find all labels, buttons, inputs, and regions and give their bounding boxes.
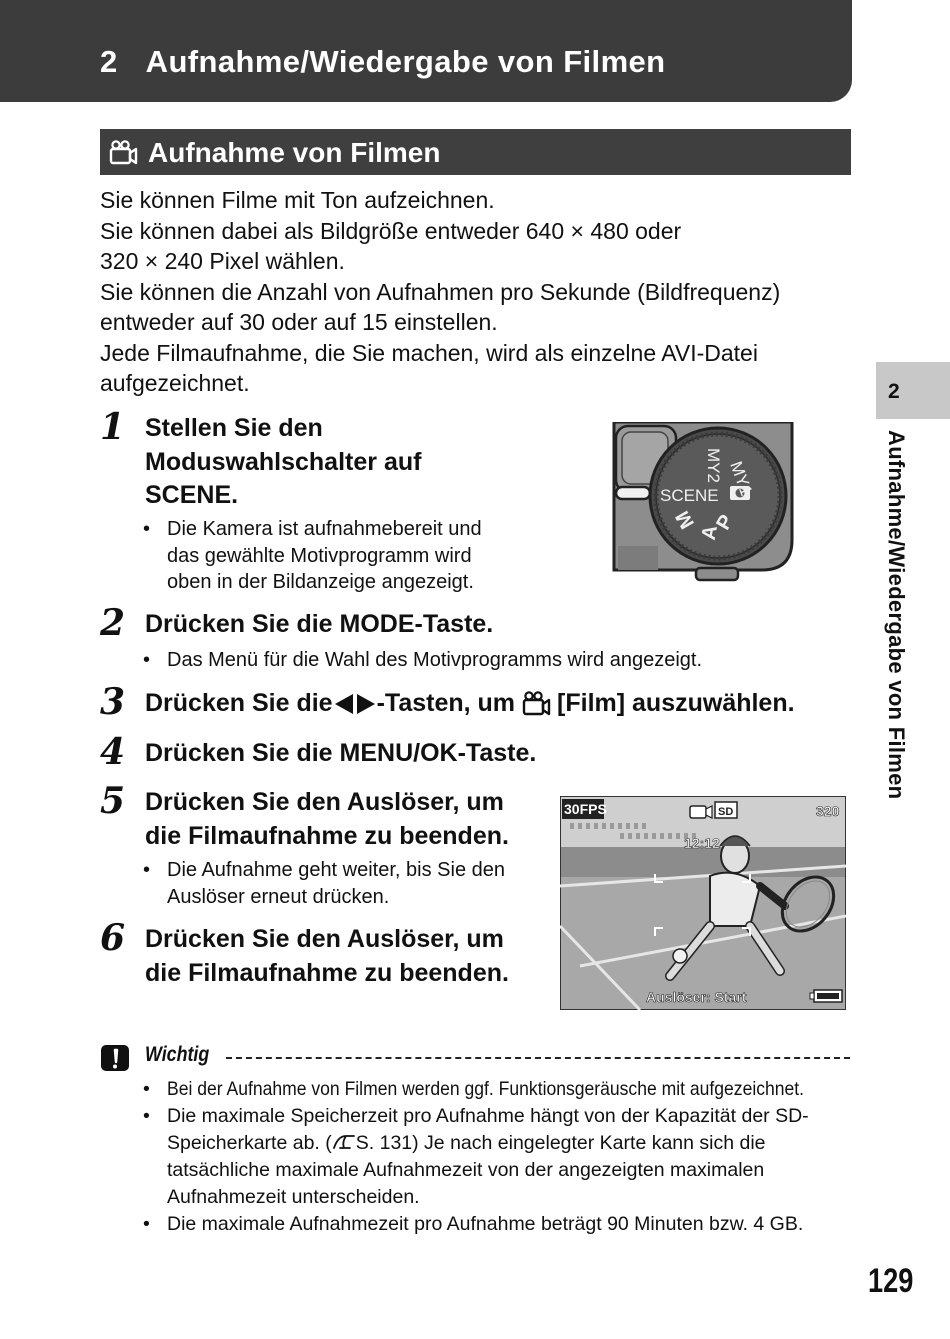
step-heading-line: Drücken Sie den Auslöser, um [145, 925, 504, 953]
step-heading [145, 923, 509, 990]
step-heading [145, 412, 421, 513]
step-heading: Drücken Sie die MENU/OK-Taste. [145, 739, 537, 767]
movie-camera-icon [521, 691, 551, 717]
step-heading-text: -Tasten, um [376, 689, 516, 717]
step-heading-line: Stellen Sie den [145, 414, 323, 442]
chapter-title [100, 44, 666, 80]
movie-camera-icon [108, 140, 138, 166]
shutter-hint: Auslöser: Start [646, 989, 747, 1005]
reference-pointer-icon [332, 1132, 356, 1152]
dial-label-p: P [712, 511, 739, 534]
section-title-text: Aufnahme von Filmen [148, 137, 441, 168]
side-chapter-number: 2 [888, 380, 900, 403]
remaining-time: 12:12 [684, 835, 720, 851]
step-heading [145, 687, 795, 721]
step-number: 1 [100, 406, 126, 448]
step-heading: Drücken Sie die MODE-Taste. [145, 610, 494, 638]
note-line-part: S. 131) Je nach eingelegter Karte kann sich die [355, 1132, 766, 1154]
bullet-line: Die Aufnahme geht weiter, bis Sie den [167, 859, 505, 881]
chapter-title-text: Aufnahme/Wiedergabe von Filmen [145, 44, 666, 79]
important-notes [145, 1076, 855, 1238]
bullet-line: Das Menü für die Wahl des Motivprogramms wird angezeigt. [167, 649, 703, 671]
note-item: • Die maximale Speicherzeit pro Aufnahme hängt von der Kapazität der SD- Speicherkarte ab. ( S. 131) Je nach eingelegter Karte kann sich die tatsächliche maximale Aufnahmezeit von der angezeigten maximalen Aufnahmezeit unterscheiden. [145, 1103, 855, 1211]
dashed-divider [226, 1057, 850, 1059]
note-line-part: Speicherkarte ab. ( [167, 1132, 332, 1154]
note-line: Aufnahmezeit unterscheiden. [167, 1186, 420, 1208]
dial-label-m: M [671, 506, 699, 533]
step-number: 3 [100, 681, 126, 723]
intro-line: Sie können Filme mit Ton aufzeichnen. [100, 187, 495, 213]
note-line: Die maximale Aufnahmezeit pro Aufnahme beträgt 90 Minuten bzw. 4 GB. [167, 1213, 804, 1235]
page-number: 129 [868, 1262, 914, 1300]
step-number: 2 [100, 602, 126, 644]
battery-icon [810, 990, 842, 1002]
step-1-bullet: • Die Kamera ist aufnahmebereit und das gewählte Motivprogramm wird oben in der Bildanzeige angezeigt. [145, 516, 482, 596]
note-item: • Bei der Aufnahme von Filmen werden ggf. Funktionsgeräusche mit aufgezeichnet. [145, 1076, 855, 1103]
bullet-line: oben in der Bildanzeige angezeigt. [167, 571, 474, 593]
note-line [145, 1130, 855, 1157]
sd-card-indicator: SD [718, 806, 734, 818]
left-right-arrows-icon [333, 693, 377, 715]
bullet-line: das gewählte Motivprogramm wird [167, 544, 472, 567]
intro-line: 320 × 240 Pixel wählen. [100, 248, 345, 274]
section-title [108, 134, 440, 172]
step-number: 4 [100, 731, 126, 773]
note-line: Die maximale Speicherzeit pro Aufnahme hängt von der Kapazität der SD- [167, 1105, 809, 1127]
intro-line: Jede Filmaufnahme, die Sie machen, wird als einzelne AVI-Datei [100, 339, 758, 366]
warning-icon [100, 1043, 132, 1073]
step-heading-line: Moduswahlschalter auf [145, 447, 422, 476]
step-heading-line: Drücken Sie den Auslöser, um [145, 788, 504, 816]
chapter-number: 2 [100, 44, 118, 79]
side-chapter-title: Aufnahme/Wiedergabe von Filmen [884, 430, 909, 800]
note-item: • Die maximale Aufnahmezeit pro Aufnahme beträgt 90 Minuten bzw. 4 GB. [145, 1211, 855, 1238]
dial-label-a: A [697, 523, 722, 542]
intro-text [100, 185, 860, 399]
intro-line: Sie können dabei als Bildgröße entweder 640 × 480 oder [100, 217, 682, 244]
note-line: Bei der Aufnahme von Filmen werden ggf. Funktionsgeräusche mit aufgezeichnet. [167, 1078, 805, 1100]
fps-indicator: 30FPS [564, 801, 607, 817]
step-number: 5 [100, 780, 126, 822]
step-heading-line: die Filmaufnahme zu beenden. [145, 821, 509, 850]
step-heading-line: SCENE. [145, 481, 239, 509]
note-line: tatsächliche maximale Aufnahmezeit von der angezeigten maximalen [167, 1159, 765, 1181]
intro-line: entweder auf 30 oder auf 15 einstellen. [100, 309, 498, 335]
dial-label-scene: SCENE [660, 486, 719, 505]
step-heading-text: Drücken Sie die [145, 689, 333, 717]
mode-dial-illustration [612, 422, 794, 582]
bullet-line: Die Kamera ist aufnahmebereit und [167, 518, 482, 540]
important-title: Wichtig [145, 1043, 210, 1066]
step-heading [145, 786, 509, 853]
step-number: 6 [100, 917, 126, 959]
dial-label-my1: MY1 [726, 458, 757, 499]
side-chapter-tab [876, 362, 950, 419]
camera-screen-illustration [560, 796, 846, 1010]
bullet-line: Auslöser erneut drücken. [167, 885, 390, 908]
step-heading-line: die Filmaufnahme zu beenden. [145, 958, 509, 987]
step-5-bullet: • Die Aufnahme geht weiter, bis Sie den Auslöser erneut drücken. [145, 857, 505, 910]
intro-line: Sie können die Anzahl von Aufnahmen pro Sekunde (Bildfrequenz) [100, 278, 781, 305]
step-heading-text: [Film] auszuwählen. [557, 689, 795, 717]
intro-line: aufgezeichnet. [100, 370, 250, 396]
step-2-bullet: • Das Menü für die Wahl des Motivprogramms wird angezeigt. [145, 647, 702, 674]
dial-label-my2: MY2 [704, 448, 723, 483]
movie-mode-icon [690, 806, 712, 818]
image-size-indicator: 320 [816, 803, 840, 819]
